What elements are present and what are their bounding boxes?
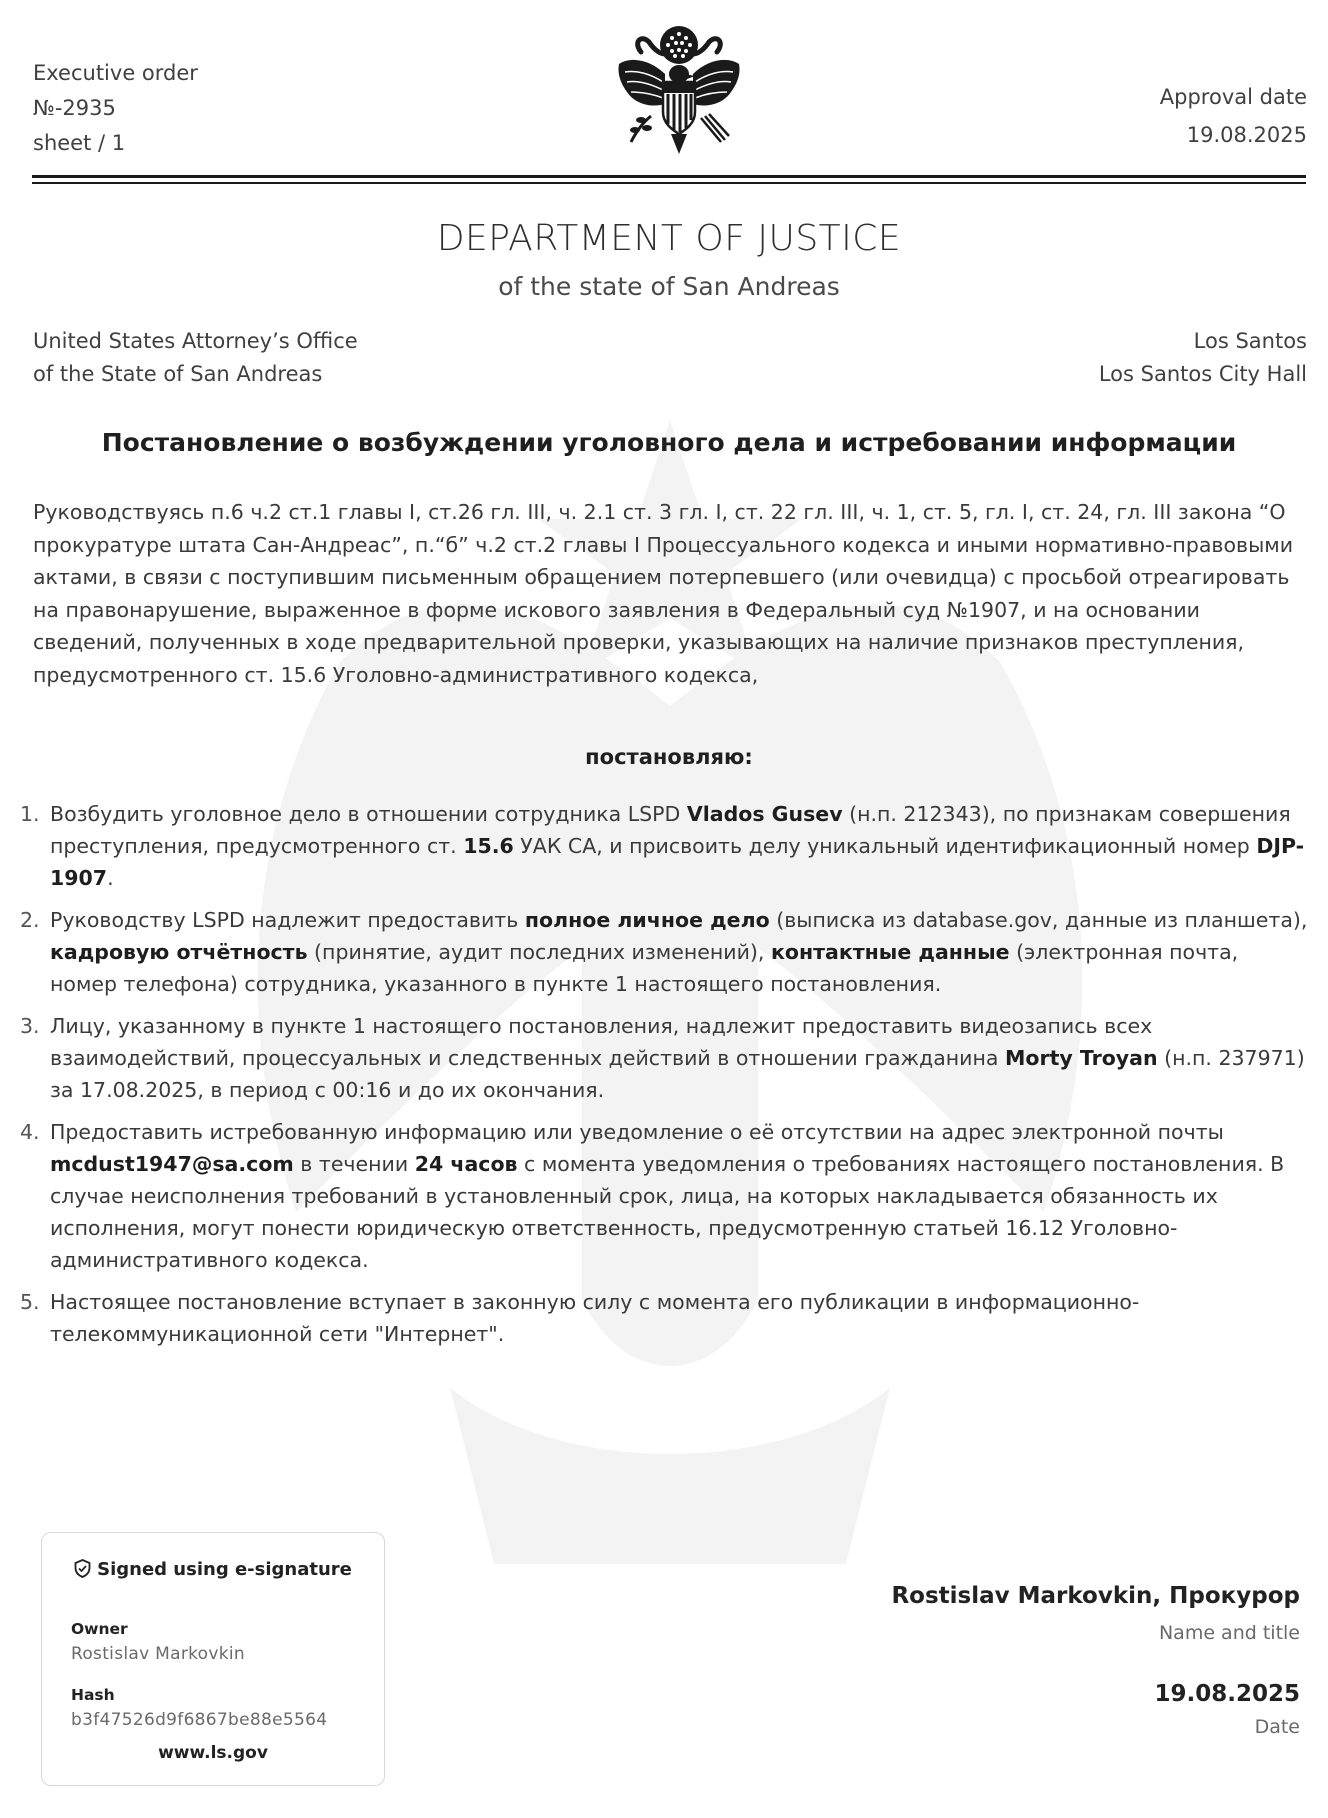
item-text-segment: УАК СА, и присвоить делу уникальный идентификационный номер [513, 834, 1257, 858]
signing-date: 19.08.2025 [1154, 1681, 1300, 1707]
signer-name-label: Name and title [1158, 1622, 1300, 1644]
decree-item-text [50, 904, 1310, 1000]
emphasized-text: полное личное дело [524, 908, 770, 932]
department-state: of the state of San Andreas [498, 272, 840, 301]
website-link[interactable]: www.ls.gov [158, 1743, 268, 1763]
office-line-1: United States Attorney’s Office [33, 329, 358, 353]
order-info [33, 56, 198, 161]
decree-heading: постановляю: [585, 745, 753, 769]
item-text-segment: с момента уведомления о требованиях настоящего постановления. В случае неисполнения требований в установленный срок, лица, на которых накладывается обязанность их исполнения, могут понести юридическую ответственность, предусмотренную статьей 16.12 Уголовно-административного кодекса. [50, 1152, 1285, 1272]
emphasized-text: 15.6 [463, 834, 514, 858]
item-text-segment: Возбудить уголовное дело в отношении сотрудника LSPD [50, 802, 687, 826]
item-text-segment: Руководству LSPD надлежит предоставить [50, 908, 525, 932]
header-divider-thick [32, 175, 1306, 178]
item-text-segment: (н.п. 237971) за 17.08.2025, в период с 00:16 и до их окончания. [50, 1046, 1305, 1102]
office-line-2: of the State of San Andreas [33, 362, 323, 386]
decree-items-list [20, 798, 1310, 1360]
signer-name: Rostislav Markovkin, Прокурор [891, 1583, 1300, 1609]
hash-value: b3f47526d9f6867be88e5564 [71, 1710, 328, 1730]
item-text-segment: (н.п. 212343), по признакам совершения преступления, предусмотренного ст. [50, 802, 1291, 858]
emphasized-text: mcdust1947@sa.com [50, 1152, 294, 1176]
decree-item-text [50, 1286, 1310, 1350]
item-text-segment: (электронная почта, номер телефона) сотрудника, указанного в пункте 1 настоящего постановления. [50, 940, 1239, 996]
item-text-segment: (принятие, аудит последних изменений), [307, 940, 771, 964]
order-label: Executive order [33, 61, 198, 85]
emphasized-text: кадровую отчётность [50, 940, 308, 964]
owner-value: Rostislav Markovkin [71, 1644, 245, 1664]
emphasized-text: 24 часов [414, 1152, 518, 1176]
e-signature-card [41, 1532, 385, 1786]
issuing-office [33, 325, 358, 391]
hash-label: Hash [71, 1686, 115, 1704]
decree-item-number: 2. [20, 908, 40, 932]
item-text-segment: Настоящее постановление вступает в законную силу с момента его публикации в информационно-телекоммуникационной сети "Интернет". [50, 1290, 1140, 1346]
decree-item-number: 4. [20, 1120, 40, 1144]
signing-date-label: Date [1254, 1716, 1300, 1738]
emphasized-text: контактные данные [770, 940, 1010, 964]
decree-item-text [50, 798, 1310, 894]
order-number: №-2935 [33, 96, 116, 120]
approval-info [1160, 78, 1307, 154]
sheet-number: sheet / 1 [33, 131, 126, 155]
signature-heading [42, 1559, 384, 1580]
approval-date: 19.08.2025 [1186, 123, 1307, 147]
location [1099, 325, 1307, 391]
signature-heading-text: Signed using e-signature [97, 1559, 352, 1580]
decree-item [20, 1116, 1310, 1276]
item-text-segment: . [107, 866, 114, 890]
header-divider-thin [32, 182, 1306, 184]
department-name: DEPARTMENT OF JUSTICE [436, 218, 902, 259]
decree-item [20, 798, 1310, 894]
item-text-segment: (выписка из database.gov, данные из планшета), [769, 908, 1308, 932]
decree-item-text [50, 1116, 1310, 1276]
shield-check-icon [74, 1559, 91, 1578]
location-line-2: Los Santos City Hall [1098, 362, 1307, 386]
item-text-segment: Предоставить истребованную информацию или уведомление о её отсутствии на адрес электронной почты [50, 1120, 1224, 1144]
decree-item [20, 1286, 1310, 1350]
eagle-seal-icon [611, 12, 747, 158]
emphasized-text: Morty Troyan [1004, 1046, 1158, 1070]
decree-item [20, 1010, 1310, 1106]
decree-item-number: 1. [20, 802, 40, 826]
decree-item-number: 5. [20, 1290, 40, 1314]
owner-label: Owner [71, 1620, 128, 1638]
decree-item [20, 904, 1310, 1000]
preamble-paragraph: Руководствуясь п.6 ч.2 ст.1 главы I, ст.26 гл. III, ч. 2.1 ст. 3 гл. I, ст. 22 гл. III, ч. 1, ст. 5, гл. I, ст. 24, гл. III закона “О прокуратуре штата Сан-Андреас”, п.“б” ч.2 ст.2 главы I Процессуального кодекса и иными нормативно-правовыми актами, в связи с поступившим письменным обращением потерпевшего (или очевидца) с просьбой отреагировать на правонарушение, выраженное в форме искового заявления в Федеральный суд №1907, и на основании сведений, полученных в ходе предварительной проверки, указывающих на наличие признаков преступления, предусмотренного ст. 15.6 Уголовно-административного кодекса, [33, 500, 1294, 687]
approval-label: Approval date [1159, 85, 1307, 109]
decree-item-text [50, 1010, 1310, 1106]
emphasized-text: Vlados Gusev [686, 802, 843, 826]
item-text-segment: в течении [293, 1152, 415, 1176]
location-line-1: Los Santos [1193, 329, 1307, 353]
item-text-segment: Лицу, указанному в пункте 1 настоящего постановления, надлежит предоставить видеозапись всех взаимодействий, процессуальных и следственных действий в отношении гражданина [50, 1014, 1153, 1070]
emphasized-text: DJP-1907 [50, 834, 1305, 890]
document-title: Постановление о возбуждении уголовного дела и истребовании информации [101, 428, 1237, 457]
decree-item-number: 3. [20, 1014, 40, 1038]
